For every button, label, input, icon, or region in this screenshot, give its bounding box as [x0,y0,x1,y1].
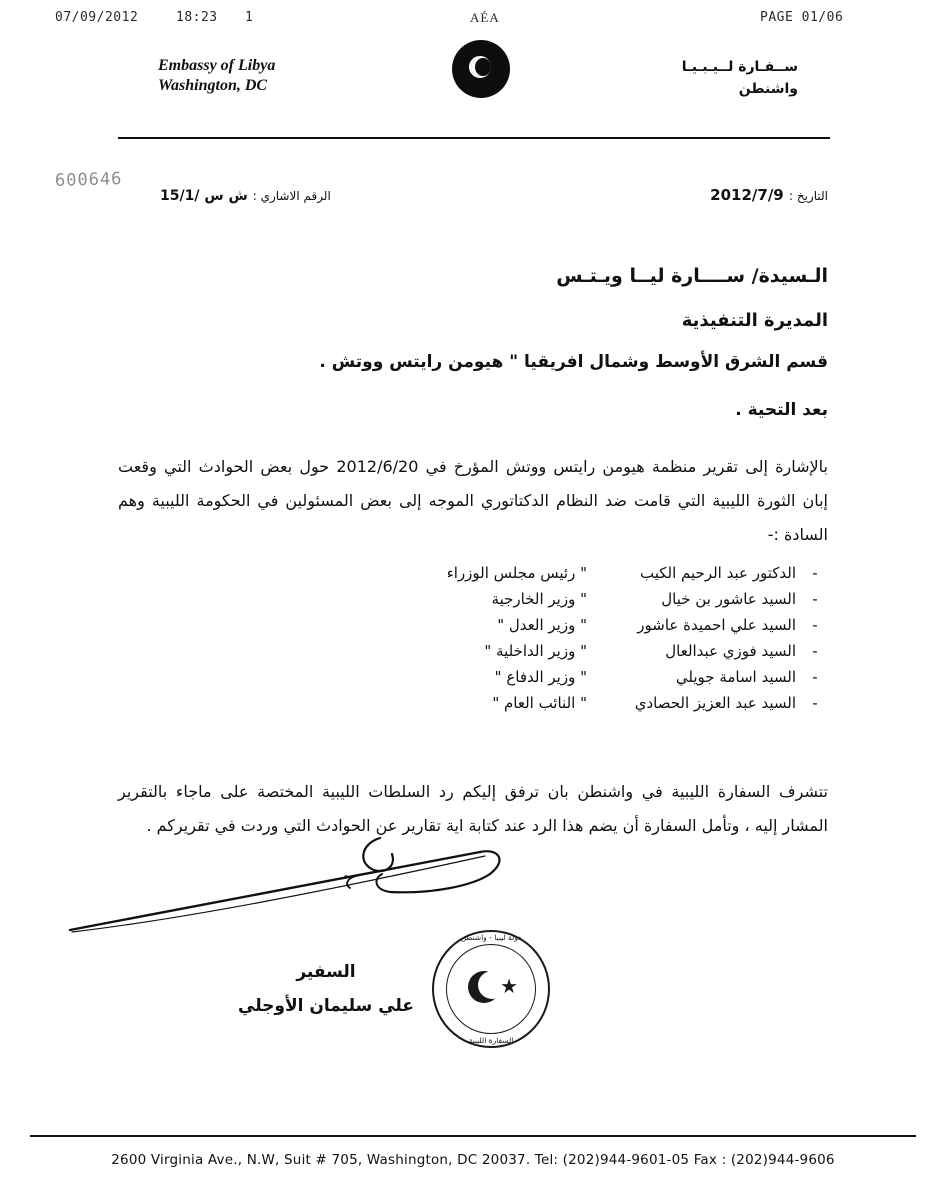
list-item [178,638,828,664]
reference-number [160,188,331,204]
official-name: الدكتور عبد الرحيم الكيب [640,564,796,582]
officials-list [178,560,828,716]
crescent-emblem-icon [452,40,510,98]
salutation: بعد التحية . [735,400,828,420]
registry-stamp-number: 600646 [54,169,123,191]
letterhead-english-line2: Washington, DC [158,77,268,94]
signature-block [226,955,426,1023]
official-title: " وزير العدل " [497,616,587,634]
document-date [710,186,828,204]
official-name: السيد عاشور بن خيال [661,590,796,608]
signer-title: السفير [296,962,356,982]
document-date-label: التاريخ : [788,189,828,203]
list-item [178,690,828,716]
list-bullet: - [812,590,818,608]
list-item [178,664,828,690]
signer-name: علي سليمان الأوجلي [238,996,414,1016]
addressee-position: المديرة التنفيذية [681,310,828,331]
seal-bottom-text: السفارة الليبية [468,1036,514,1045]
addressee-name: الـسيدة/ ســــارة ليــا ويـتـس [556,265,828,287]
official-title: " وزير الدفاع " [494,668,587,686]
fax-date: 07/09/2012 [55,10,139,25]
letterhead-arabic-line2: واشنطن [738,81,798,97]
document-date-value: 2012/7/9 [710,186,784,204]
addressee-department: قسم الشرق الأوسط وشمال افريقيا " هيومن رايتس ووتش . [319,352,828,372]
list-item [178,612,828,638]
body-paragraph-2: تتشرف السفارة الليبية في واشنطن بان ترفق إليكم رد السلطات الليبية المختصة على ماجاء بالتقرير المشار إليه ، وتأمل السفارة أن يضم هذا الرد عند كتابة اية تقارير عن الحوادث التي وردت في تقريركم . [118,782,828,835]
reference-number-value: ش س /15/1 [160,188,248,204]
seal-star-icon: ★ [500,976,518,998]
official-title: " وزير الداخلية " [484,642,587,660]
fax-time: 18:23 [176,10,218,25]
reference-number-label: الرقم الاشاري : [252,189,331,203]
fax-center-mark: AÉA [470,10,500,25]
fax-copy-number: 1 [245,10,254,25]
list-bullet: - [812,642,818,660]
list-bullet: - [812,616,818,634]
list-item [178,586,828,612]
list-bullet: - [812,694,818,712]
official-name: السيد فوزي عبدالعال [665,642,796,660]
letterhead-english-line1: Embassy of Libya [158,57,276,74]
official-title: " النائب العام " [492,694,587,712]
crescent-inner-icon [475,58,491,76]
seal-crescent-star-icon [462,969,520,1009]
handwritten-signature [60,830,580,940]
letterhead-english [158,56,275,96]
body-paragraph-1: بالإشارة إلى تقرير منظمة هيومن رايتس ووتش المؤرخ في 2012/6/20 حول بعض الحوادث التي وقعت إبان الثورة الليبية التي قامت ضد النظام الدكتاتوري الموجه إلى بعض المسئولين في الحكومة الليبية وهم السادة :- [118,457,828,544]
official-name: السيد عبد العزيز الحصادي [634,694,796,712]
list-item [178,560,828,586]
seal-top-text: دولة ليبيا - واشنطن [460,933,522,942]
letterhead-arabic-line1: ســفـارة لــيـبـيـا [681,59,798,75]
official-title: " رئيس مجلس الوزراء [446,564,587,582]
official-name: السيد اسامة جويلي [675,668,796,686]
official-seal [432,930,550,1048]
official-name: السيد علي احميدة عاشور [637,616,796,634]
fax-transmission-header [0,10,946,32]
official-title: " وزير الخارجية [491,590,587,608]
footer-divider [30,1135,916,1137]
letterhead-arabic [682,56,798,100]
list-bullet: - [812,564,818,582]
header-divider [118,137,830,139]
footer-address: 2600 Virginia Ave., N.W, Suit # 705, Washington, DC 20037. Tel: (202)944-9601-05 Fax : (202)944-9606 [111,1152,835,1168]
list-bullet: - [812,668,818,686]
fax-page-count: PAGE 01/06 [760,10,844,25]
